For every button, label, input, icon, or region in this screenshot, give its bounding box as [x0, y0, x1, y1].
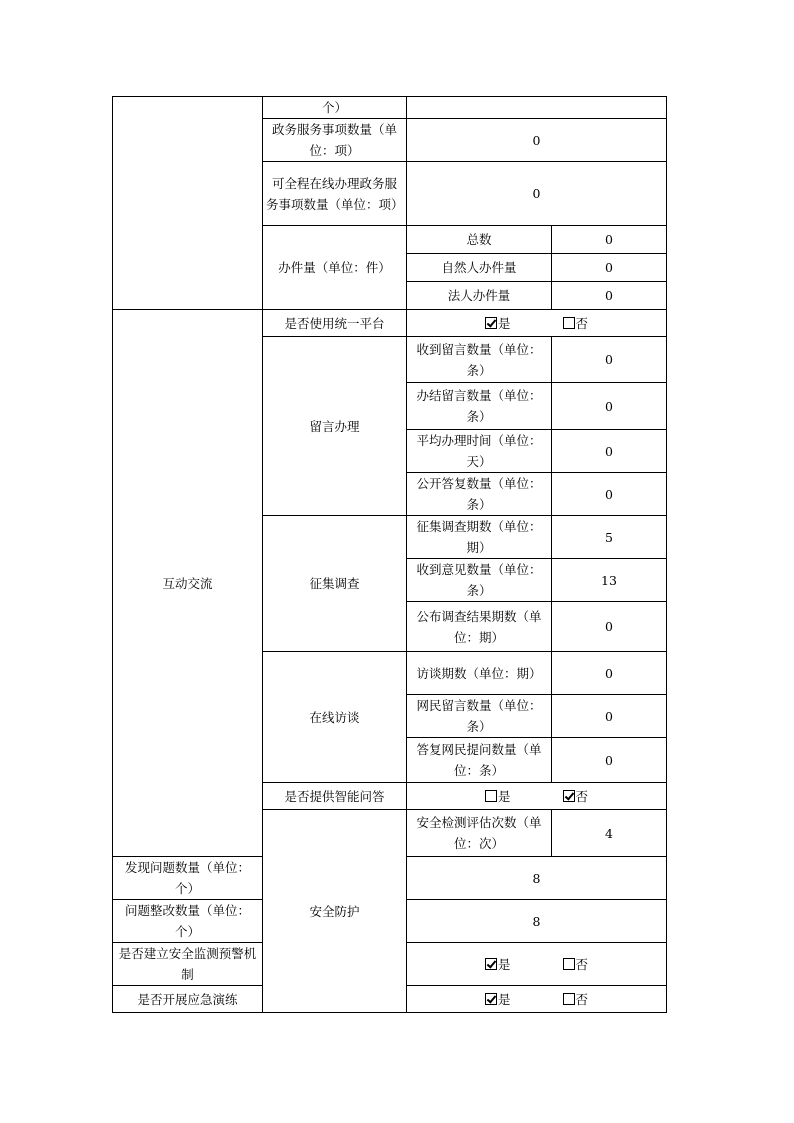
- category-security: 安全防护: [263, 810, 407, 1013]
- row-label: 答复网民提问数量（单位：条）: [407, 738, 552, 783]
- row-label: 是否建立安全监测预警机制: [113, 943, 263, 986]
- no-label: 否: [575, 956, 589, 972]
- row-label: 收到意见数量（单位：条）: [407, 559, 552, 602]
- row-label: 问题整改数量（单位：个）: [113, 900, 263, 943]
- yes-checkbox[interactable]: [485, 958, 497, 970]
- government-website-stats-table: [112, 96, 667, 1013]
- row-label: 访谈期数（单位：期）: [407, 652, 552, 695]
- no-checkbox[interactable]: [563, 993, 575, 1005]
- yes-checkbox[interactable]: [485, 993, 497, 1005]
- group-label: 办件量（单位：件）: [263, 226, 407, 310]
- row-label: 平均办理时间（单位：天）: [407, 430, 552, 473]
- row-value: 13: [552, 559, 667, 602]
- category-cell-continued: [113, 97, 263, 310]
- yes-label: 是: [497, 991, 511, 1007]
- no-checkbox[interactable]: [563, 790, 575, 802]
- yes-no-choice: [407, 943, 667, 986]
- no-label: 否: [575, 788, 589, 804]
- row-value: 0: [552, 282, 667, 310]
- group-label: 留言办理: [263, 337, 407, 516]
- no-label: 否: [575, 991, 589, 1007]
- yes-label: 是: [497, 956, 511, 972]
- row-value: [407, 97, 667, 119]
- row-label: 总数: [407, 226, 552, 254]
- row-label: 个）: [263, 97, 407, 119]
- no-checkbox[interactable]: [563, 958, 575, 970]
- yes-checkbox[interactable]: [485, 317, 497, 329]
- row-value: 0: [552, 383, 667, 430]
- row-value: 0: [552, 430, 667, 473]
- row-value: 0: [407, 162, 667, 226]
- row-label: 可全程在线办理政务服务事项数量（单位：项）: [263, 162, 407, 226]
- row-label: 办结留言数量（单位：条）: [407, 383, 552, 430]
- row-label: 发现问题数量（单位：个）: [113, 857, 263, 900]
- category-interaction: 互动交流: [113, 310, 263, 857]
- row-label: 网民留言数量（单位：条）: [407, 695, 552, 738]
- row-value: 0: [407, 119, 667, 162]
- row-label: 公开答复数量（单位：条）: [407, 473, 552, 516]
- yes-checkbox[interactable]: [485, 790, 497, 802]
- row-value: 0: [552, 473, 667, 516]
- yes-no-choice: [407, 783, 667, 810]
- no-checkbox[interactable]: [563, 317, 575, 329]
- row-value: 0: [552, 738, 667, 783]
- table-row: [113, 310, 667, 337]
- row-value: 0: [552, 602, 667, 652]
- row-label: 法人办件量: [407, 282, 552, 310]
- group-label: 征集调查: [263, 516, 407, 652]
- row-label: 公布调查结果期数（单位：期）: [407, 602, 552, 652]
- yes-label: 是: [497, 788, 511, 804]
- row-value: 4: [552, 810, 667, 857]
- table-row: [113, 97, 667, 119]
- row-value: 8: [407, 857, 667, 900]
- row-label: 自然人办件量: [407, 254, 552, 282]
- row-value: 0: [552, 226, 667, 254]
- row-label: 政务服务事项数量（单位：项）: [263, 119, 407, 162]
- row-value: 0: [552, 652, 667, 695]
- group-label: 在线访谈: [263, 652, 407, 783]
- row-label: 是否使用统一平台: [263, 310, 407, 337]
- no-label: 否: [575, 315, 589, 331]
- row-label: 征集调查期数（单位：期）: [407, 516, 552, 559]
- row-label: 是否提供智能问答: [263, 783, 407, 810]
- row-label: 是否开展应急演练: [113, 986, 263, 1013]
- row-value: 0: [552, 695, 667, 738]
- yes-no-choice: [407, 310, 667, 337]
- row-label: 安全检测评估次数（单位：次）: [407, 810, 552, 857]
- row-label: 收到留言数量（单位：条）: [407, 337, 552, 383]
- row-value: 0: [552, 254, 667, 282]
- row-value: 0: [552, 337, 667, 383]
- yes-no-choice: [407, 986, 667, 1013]
- yes-label: 是: [497, 315, 511, 331]
- row-value: 5: [552, 516, 667, 559]
- row-value: 8: [407, 900, 667, 943]
